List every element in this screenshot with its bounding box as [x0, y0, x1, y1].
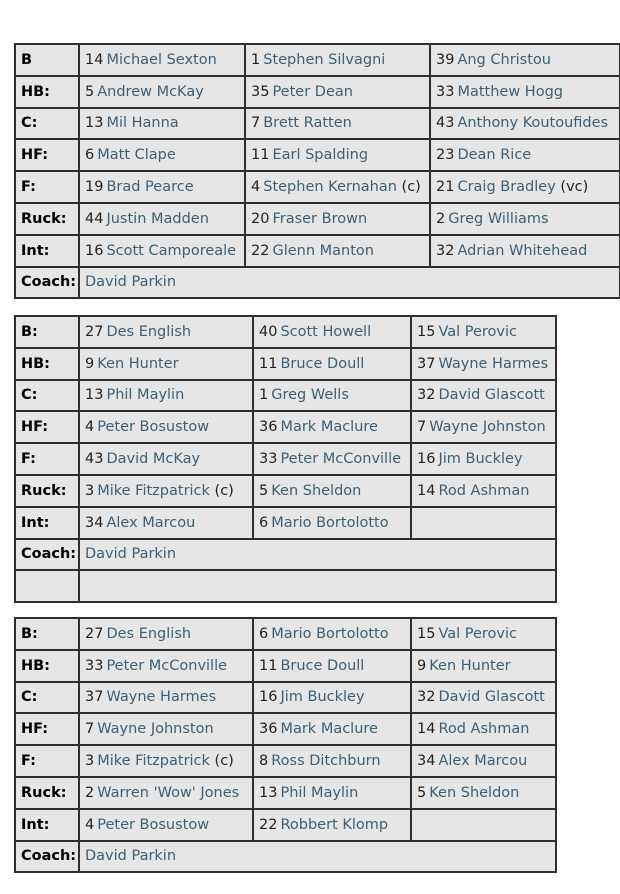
- player-cell: [411, 443, 556, 475]
- player-cell: [79, 203, 245, 235]
- guernsey-number: 5: [85, 83, 95, 100]
- player-name: Alex Marcou: [106, 514, 196, 531]
- captaincy-marker: (c): [401, 179, 421, 196]
- guernsey-number: 15: [417, 625, 436, 642]
- player-cell: [79, 411, 253, 443]
- player-name: Peter McConville: [106, 657, 228, 674]
- player-cell: [79, 76, 245, 108]
- player-cell: [253, 507, 411, 539]
- player-cell: [245, 44, 430, 76]
- player-name: David Glascott: [438, 689, 545, 706]
- player-name: Dean Rice: [457, 147, 532, 164]
- guernsey-number: 37: [85, 689, 104, 706]
- guernsey-number: 33: [85, 657, 104, 674]
- position-label: HF:: [15, 411, 79, 443]
- player-name: Des English: [106, 323, 192, 340]
- player-name: Ken Sheldon: [429, 784, 520, 801]
- guernsey-number: 7: [85, 721, 95, 738]
- player-cell: [245, 203, 430, 235]
- player-name: Val Perovic: [438, 323, 518, 340]
- player-cell: [79, 443, 253, 475]
- player-name: Bruce Doull: [280, 355, 365, 372]
- player-name: Mike Fitzpatrick: [97, 753, 210, 770]
- position-label: HB:: [15, 348, 79, 380]
- position-label: F:: [15, 171, 79, 203]
- guernsey-number: 20: [251, 210, 270, 227]
- player-cell: [430, 76, 620, 108]
- player-name: Scott Camporeale: [106, 242, 237, 259]
- guernsey-number: 14: [85, 51, 104, 68]
- player-cell: [430, 203, 620, 235]
- team-table-1: [14, 43, 620, 299]
- player-cell: [411, 713, 556, 745]
- guernsey-number: 8: [259, 753, 269, 770]
- guernsey-number: 35: [251, 83, 270, 100]
- coach-row: [15, 539, 556, 571]
- guernsey-number: 23: [436, 147, 455, 164]
- team-table-2: [14, 315, 557, 603]
- player-name: Peter Bosustow: [97, 419, 210, 436]
- guernsey-number: 40: [259, 323, 278, 340]
- guernsey-number: 9: [417, 657, 427, 674]
- position-label: B:: [15, 618, 79, 650]
- player-name: Bruce Doull: [280, 657, 365, 674]
- player-name: Mario Bortolotto: [271, 514, 389, 531]
- player-cell: [79, 745, 253, 777]
- player-cell: [79, 650, 253, 682]
- guernsey-number: 4: [251, 179, 261, 196]
- player-cell: [79, 139, 245, 171]
- player-name: David McKay: [106, 451, 201, 468]
- guernsey-number: 19: [85, 179, 104, 196]
- player-name: Fraser Brown: [272, 210, 368, 227]
- guernsey-number: 22: [259, 816, 278, 833]
- player-cell: [253, 713, 411, 745]
- player-cell: [245, 76, 430, 108]
- coach-name: David Parkin: [79, 841, 556, 873]
- coach-label: Coach:: [15, 539, 79, 571]
- player-name: Mil Hanna: [106, 115, 179, 132]
- guernsey-number: 43: [85, 451, 104, 468]
- position-label: HB:: [15, 76, 79, 108]
- guernsey-number: 36: [259, 721, 278, 738]
- coach-label: Coach:: [15, 841, 79, 873]
- player-name: Rod Ashman: [438, 482, 530, 499]
- player-cell: [411, 348, 556, 380]
- player-name: Phil Maylin: [280, 784, 359, 801]
- player-cell: [411, 316, 556, 348]
- player-name: Peter McConville: [280, 451, 402, 468]
- guernsey-number: 32: [417, 387, 436, 404]
- player-name: Brad Pearce: [106, 179, 194, 196]
- player-cell: [245, 108, 430, 140]
- position-label: Int:: [15, 809, 79, 841]
- player-cell: [253, 348, 411, 380]
- guernsey-number: 34: [85, 514, 104, 531]
- player-cell: [245, 235, 430, 267]
- position-label: C:: [15, 682, 79, 714]
- player-name: Mario Bortolotto: [271, 625, 389, 642]
- player-cell: [411, 745, 556, 777]
- player-cell: [245, 139, 430, 171]
- player-cell: [253, 682, 411, 714]
- player-name: Ken Hunter: [429, 657, 511, 674]
- guernsey-number: 6: [259, 625, 269, 642]
- player-cell: [253, 380, 411, 412]
- player-name: Stephen Silvagni: [263, 51, 386, 68]
- player-name: Peter Bosustow: [97, 816, 210, 833]
- player-name: Robbert Klomp: [280, 816, 389, 833]
- guernsey-number: 2: [436, 210, 446, 227]
- player-cell: [411, 777, 556, 809]
- player-name: Wayne Johnston: [97, 721, 214, 738]
- player-name: Anthony Koutoufides: [457, 115, 609, 132]
- position-label: HF:: [15, 713, 79, 745]
- player-name: Peter Dean: [272, 83, 353, 100]
- coach-name: David Parkin: [79, 539, 556, 571]
- player-cell: [411, 809, 556, 841]
- position-label: Int:: [15, 507, 79, 539]
- position-label: F:: [15, 745, 79, 777]
- position-label: Ruck:: [15, 475, 79, 507]
- position-label: C:: [15, 108, 79, 140]
- player-name: Mike Fitzpatrick: [97, 482, 210, 499]
- position-row: [15, 411, 556, 443]
- guernsey-number: 39: [436, 51, 455, 68]
- guernsey-number: 11: [259, 355, 278, 372]
- player-cell: [411, 682, 556, 714]
- position-label: Ruck:: [15, 203, 79, 235]
- player-cell: [79, 777, 253, 809]
- player-name: Earl Spalding: [272, 147, 369, 164]
- coach-row: [15, 267, 620, 299]
- player-name: Mark Maclure: [280, 419, 378, 436]
- player-name: Glenn Manton: [272, 242, 374, 259]
- position-row: [15, 443, 556, 475]
- player-name: Justin Madden: [106, 210, 209, 227]
- player-name: Matthew Hogg: [457, 83, 563, 100]
- guernsey-number: 6: [259, 514, 269, 531]
- coach-row: [15, 841, 556, 873]
- position-row: [15, 108, 620, 140]
- guernsey-number: 13: [259, 784, 278, 801]
- player-cell: [253, 316, 411, 348]
- player-cell: [253, 618, 411, 650]
- player-cell: [79, 713, 253, 745]
- position-row: [15, 682, 556, 714]
- guernsey-number: 13: [85, 387, 104, 404]
- player-name: Mark Maclure: [280, 721, 378, 738]
- spacer-cell: [79, 570, 556, 602]
- position-row: [15, 139, 620, 171]
- position-label: B:: [15, 316, 79, 348]
- player-cell: [430, 171, 620, 203]
- guernsey-number: 32: [417, 689, 436, 706]
- captaincy-marker: (c): [214, 482, 234, 499]
- player-cell: [253, 809, 411, 841]
- guernsey-number: 33: [436, 83, 455, 100]
- player-cell: [79, 348, 253, 380]
- player-cell: [79, 618, 253, 650]
- guernsey-number: 37: [417, 355, 436, 372]
- guernsey-number: 16: [417, 451, 436, 468]
- player-name: Jim Buckley: [280, 689, 365, 706]
- position-row: [15, 777, 556, 809]
- guernsey-number: 34: [417, 753, 436, 770]
- position-row: [15, 713, 556, 745]
- player-cell: [79, 44, 245, 76]
- position-label: C:: [15, 380, 79, 412]
- guernsey-number: 22: [251, 242, 270, 259]
- spacer-row: [15, 570, 556, 602]
- guernsey-number: 4: [85, 816, 95, 833]
- player-cell: [253, 650, 411, 682]
- coach-label: Coach:: [15, 267, 79, 299]
- position-label: F:: [15, 443, 79, 475]
- player-name: Ken Hunter: [97, 355, 179, 372]
- guernsey-number: 36: [259, 419, 278, 436]
- player-cell: [411, 475, 556, 507]
- guernsey-number: 16: [259, 689, 278, 706]
- guernsey-number: 44: [85, 210, 104, 227]
- player-name: Scott Howell: [280, 323, 372, 340]
- guernsey-number: 14: [417, 482, 436, 499]
- player-cell: [79, 235, 245, 267]
- guernsey-number: 5: [259, 482, 269, 499]
- player-cell: [411, 650, 556, 682]
- captaincy-marker: (c): [214, 753, 234, 770]
- guernsey-number: 43: [436, 115, 455, 132]
- guernsey-number: 16: [85, 242, 104, 259]
- player-cell: [430, 44, 620, 76]
- player-name: Adrian Whitehead: [457, 242, 588, 259]
- player-name: Ken Sheldon: [271, 482, 362, 499]
- player-cell: [253, 475, 411, 507]
- position-row: [15, 171, 620, 203]
- position-row: [15, 76, 620, 108]
- guernsey-number: 15: [417, 323, 436, 340]
- player-name: Brett Ratten: [263, 115, 352, 132]
- player-name: Greg Wells: [271, 387, 349, 404]
- player-cell: [79, 507, 253, 539]
- position-row: [15, 745, 556, 777]
- guernsey-number: 3: [85, 753, 95, 770]
- guernsey-number: 13: [85, 115, 104, 132]
- guernsey-number: 27: [85, 625, 104, 642]
- guernsey-number: 4: [85, 419, 95, 436]
- position-label: B: [15, 44, 79, 76]
- guernsey-number: 7: [417, 419, 427, 436]
- position-row: [15, 618, 556, 650]
- player-name: Des English: [106, 625, 192, 642]
- team-table-3: [14, 617, 557, 873]
- player-cell: [253, 411, 411, 443]
- player-cell: [79, 171, 245, 203]
- position-row: [15, 235, 620, 267]
- coach-name: David Parkin: [79, 267, 620, 299]
- guernsey-number: 21: [436, 179, 455, 196]
- spacer-cell: [15, 570, 79, 602]
- position-row: [15, 809, 556, 841]
- player-cell: [411, 618, 556, 650]
- guernsey-number: 9: [85, 355, 95, 372]
- guernsey-number: 5: [417, 784, 427, 801]
- player-name: Michael Sexton: [106, 51, 217, 68]
- player-cell: [411, 380, 556, 412]
- guernsey-number: 11: [259, 657, 278, 674]
- player-cell: [79, 380, 253, 412]
- guernsey-number: 2: [85, 784, 95, 801]
- player-cell: [253, 745, 411, 777]
- player-name: Jim Buckley: [438, 451, 523, 468]
- guernsey-number: 27: [85, 323, 104, 340]
- guernsey-number: 14: [417, 721, 436, 738]
- position-label: Ruck:: [15, 777, 79, 809]
- player-name: Ang Christou: [457, 51, 551, 68]
- player-name: David Glascott: [438, 387, 545, 404]
- position-label: HB:: [15, 650, 79, 682]
- player-name: Matt Clape: [97, 147, 176, 164]
- player-name: Warren 'Wow' Jones: [97, 784, 240, 801]
- player-cell: [79, 809, 253, 841]
- player-cell: [430, 235, 620, 267]
- position-row: [15, 44, 620, 76]
- position-label: Int:: [15, 235, 79, 267]
- position-label: HF:: [15, 139, 79, 171]
- player-cell: [430, 139, 620, 171]
- position-row: [15, 380, 556, 412]
- captaincy-marker: (vc): [560, 179, 589, 196]
- player-name: Alex Marcou: [438, 753, 528, 770]
- player-name: Ross Ditchburn: [271, 753, 381, 770]
- guernsey-number: 11: [251, 147, 270, 164]
- player-cell: [253, 443, 411, 475]
- player-name: Wayne Johnston: [429, 419, 546, 436]
- guernsey-number: 33: [259, 451, 278, 468]
- player-cell: [79, 108, 245, 140]
- player-cell: [430, 108, 620, 140]
- position-row: [15, 507, 556, 539]
- player-cell: [79, 682, 253, 714]
- guernsey-number: 1: [251, 51, 261, 68]
- guernsey-number: 6: [85, 147, 95, 164]
- guernsey-number: 7: [251, 115, 261, 132]
- position-row: [15, 203, 620, 235]
- guernsey-number: 32: [436, 242, 455, 259]
- position-row: [15, 348, 556, 380]
- player-cell: [411, 411, 556, 443]
- player-name: Craig Bradley: [457, 179, 556, 196]
- player-name: Phil Maylin: [106, 387, 185, 404]
- player-cell: [245, 171, 430, 203]
- player-cell: [79, 316, 253, 348]
- position-row: [15, 316, 556, 348]
- player-name: Stephen Kernahan: [263, 179, 397, 196]
- position-row: [15, 475, 556, 507]
- player-cell: [411, 507, 556, 539]
- player-name: Andrew McKay: [97, 83, 204, 100]
- player-name: Val Perovic: [438, 625, 518, 642]
- player-name: Wayne Harmes: [106, 689, 217, 706]
- player-cell: [79, 475, 253, 507]
- position-row: [15, 650, 556, 682]
- player-name: Greg Williams: [448, 210, 549, 227]
- player-name: Rod Ashman: [438, 721, 530, 738]
- player-name: Wayne Harmes: [438, 355, 549, 372]
- guernsey-number: 1: [259, 387, 269, 404]
- guernsey-number: 3: [85, 482, 95, 499]
- player-cell: [253, 777, 411, 809]
